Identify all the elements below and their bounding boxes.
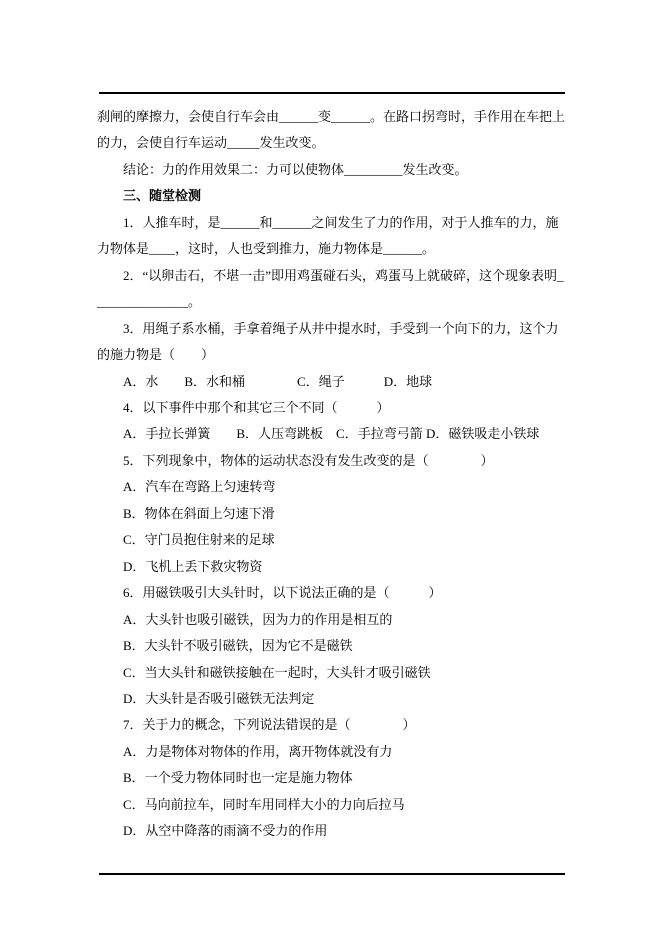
paragraph-q5-b: B．物体在斜面上匀速下滑 — [123, 505, 275, 521]
paragraph-q4: 4．以下事件中那个和其它三个不同（ ） — [123, 399, 390, 415]
paragraph-q7-a: A．力是物体对物体的作用，离开物体就没有力 — [123, 743, 393, 759]
paragraph-q7-b: B．一个受力物体同时也一定是施力物体 — [123, 770, 353, 786]
paragraph-q1: 1．人推车时，是______和______之间发生了力的作用，对于人推车的力，施力物体是____，这时，人也受到推力，施力物体是______。 — [97, 214, 559, 257]
footer-rule — [99, 873, 565, 875]
paragraph-q6: 6．用磁铁吸引大头针时，以下说法正确的是（ ） — [123, 585, 442, 601]
paragraph-q6-d: D．大头针是否吸引磁铁无法判定 — [123, 690, 315, 706]
paragraph-q7: 7．关于力的概念，下列说法错误的是（ ） — [123, 717, 416, 733]
paragraph-q5: 5．下列现象中，物体的运动状态没有发生改变的是（ ） — [123, 452, 494, 468]
paragraph-q7-d: D．从空中降落的雨滴不受力的作用 — [123, 823, 328, 839]
paragraph-q3: 3．用绳子系水桶，手拿着绳子从井中提水时，手受到一个向下的力，这个力的施力物是（ ） — [97, 320, 559, 363]
paragraph-q5-a: A．汽车在弯路上匀速转弯 — [123, 479, 276, 495]
paragraph-q4-options: A．手拉长弹簧 B．人压弯跳板 C．手拉弯弓箭 D．磁铁吸走小铁球 — [123, 426, 540, 442]
paragraph-q7-c: C．马向前拉车，同时车用同样大小的力向后拉马 — [123, 796, 405, 812]
paragraph-q2: 2．“以卵击石，不堪一击”即用鸡蛋碰石头，鸡蛋马上就破碎，这个现象表明_______________。 — [97, 267, 564, 310]
document-body — [97, 104, 569, 845]
paragraph-intro-continued: 刹闸的摩擦力，会使自行车会由______变______。在路口拐弯时，手作用在车把上的力，会使自行车运动_____发生改变。 — [97, 109, 566, 151]
paragraph-q3-options: A．水 B．水和桶 C．绳子 D．地球 — [123, 373, 433, 389]
paragraph-section-heading: 三、随堂检测 — [123, 188, 202, 204]
header-rule — [99, 92, 565, 94]
paragraph-conclusion: 结论：力的作用效果二：力可以使物体_________发生改变。 — [123, 161, 468, 177]
paragraph-q6-b: B．大头针不吸引磁铁，因为它不是磁铁 — [123, 638, 353, 654]
paragraph-q5-d: D．飞机上丢下救灾物资 — [123, 558, 263, 574]
paragraph-q6-a: A．大头针也吸引磁铁，因为力的作用是相互的 — [123, 611, 393, 627]
paragraph-q5-c: C．守门员抱住射来的足球 — [123, 532, 275, 548]
paragraph-q6-c: C．当大头针和磁铁接触在一起时，大头针才吸引磁铁 — [123, 664, 431, 680]
